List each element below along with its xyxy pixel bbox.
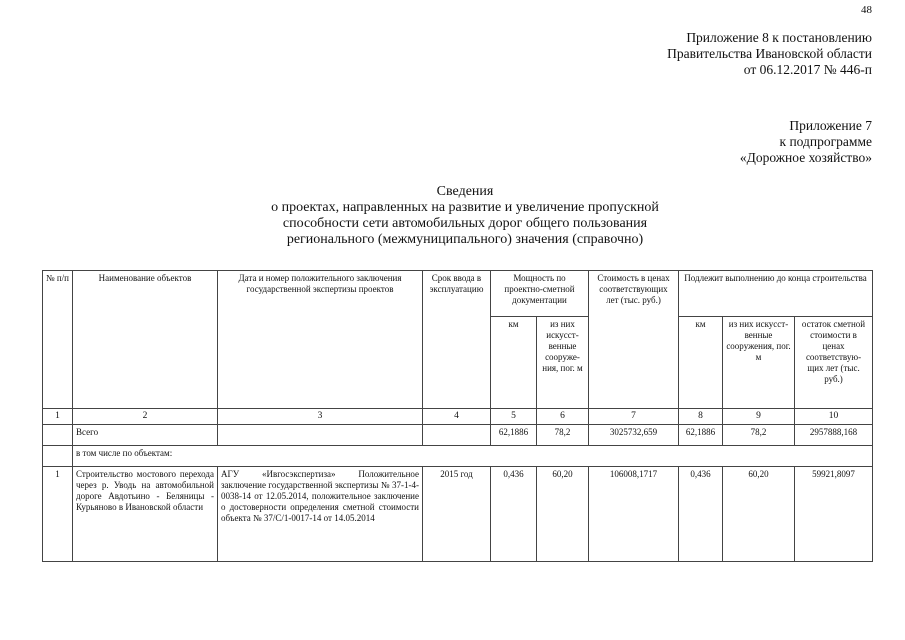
heading-line-3: способности сети автомобильных дорог общего пользования	[282, 216, 648, 231]
document-heading	[210, 184, 720, 248]
appendix-7-block	[600, 118, 872, 166]
col-num-8: 8	[679, 409, 723, 425]
header-name: Наименование объектов	[73, 271, 218, 409]
header-capacity: Мощность по проектно-сметной документации	[491, 271, 589, 317]
col-num-5: 5	[491, 409, 537, 425]
total-label: Всего	[73, 425, 218, 446]
appendix-8-block	[560, 30, 872, 78]
total-km: 62,1886	[491, 425, 537, 446]
col-num-6: 6	[537, 409, 589, 425]
row-num: 1	[43, 467, 73, 562]
header-term: Срок ввода в эксплуатацию	[423, 271, 491, 409]
table-row-total	[43, 425, 873, 446]
subtitle-num	[43, 446, 73, 467]
page-number: 48	[861, 4, 872, 16]
heading-line-2: о проектах, направленных на развитие и увеличение пропускной	[271, 200, 659, 215]
appendix-8-line-2: Правительства Ивановской области	[667, 46, 872, 61]
header-km: км	[491, 317, 537, 409]
col-num-3: 3	[218, 409, 423, 425]
col-num-9: 9	[723, 409, 795, 425]
appendix-7-line-1: Приложение 7	[789, 118, 872, 133]
header-conclusion: Дата и номер положительного заключения государственной экспертизы проектов	[218, 271, 423, 409]
total-cost: 3025732,659	[589, 425, 679, 446]
header-structures-2: из них искусст-венные сооружения, пог. м	[723, 317, 795, 409]
col-num-4: 4	[423, 409, 491, 425]
header-structures: из них искусст-венные сооруже-ния, пог. м	[537, 317, 589, 409]
row-km: 0,436	[491, 467, 537, 562]
row-cost: 106008,1717	[589, 467, 679, 562]
total-remainder: 2957888,168	[795, 425, 873, 446]
total-num	[43, 425, 73, 446]
heading-line-1: Сведения	[436, 184, 494, 199]
row-remainder: 59921,8097	[795, 467, 873, 562]
header-km-2: км	[679, 317, 723, 409]
header-num: № п/п	[43, 271, 73, 409]
row-structures: 60,20	[537, 467, 589, 562]
header-remainder: остаток сметной стоимости в ценах соответствую-щих лет (тыс. руб.)	[795, 317, 873, 409]
col-num-2: 2	[73, 409, 218, 425]
total-structures: 78,2	[537, 425, 589, 446]
col-num-10: 10	[795, 409, 873, 425]
table-row-subtitle	[43, 446, 873, 467]
row-term: 2015 год	[423, 467, 491, 562]
row-name: Строительство мостового перехода через р. Уводь на автомобильной дороге Авдотьино - Беляницы - Курьяново в Ивановской области	[73, 467, 218, 562]
row-km-2: 0,436	[679, 467, 723, 562]
heading-line-4: регионального (межмуниципального) значения (справочно)	[286, 232, 644, 247]
column-numbers-row	[43, 409, 873, 425]
total-term	[423, 425, 491, 446]
header-cost: Стоимость в ценах соответствующих лет (тыс. руб.)	[589, 271, 679, 409]
projects-table	[42, 270, 873, 562]
header-row-top	[43, 271, 873, 317]
total-conclusion	[218, 425, 423, 446]
subtitle-label: в том числе по объектам:	[73, 446, 873, 467]
table-row	[43, 467, 873, 562]
appendix-8-line-1: Приложение 8 к постановлению	[686, 30, 872, 45]
total-structures-2: 78,2	[723, 425, 795, 446]
appendix-7-line-2: к подпрограмме	[779, 134, 872, 149]
appendix-8-line-3: от 06.12.2017 № 446-п	[743, 62, 872, 77]
appendix-7-line-3: «Дорожное хозяйство»	[739, 150, 872, 165]
header-todo: Подлежит выполнению до конца строительства	[679, 271, 873, 317]
row-structures-2: 60,20	[723, 467, 795, 562]
col-num-7: 7	[589, 409, 679, 425]
total-km-2: 62,1886	[679, 425, 723, 446]
row-conclusion: АГУ «Ивгосэкспертиза» Положительное заключение государственной экспертизы № 37-1-4-0038-14 от 12.05.2014, положительное заключение о достоверности определения сметной стоимости объекта № 37/С/1-0017-14 от 14.05.2014	[218, 467, 423, 562]
col-num-1: 1	[43, 409, 73, 425]
